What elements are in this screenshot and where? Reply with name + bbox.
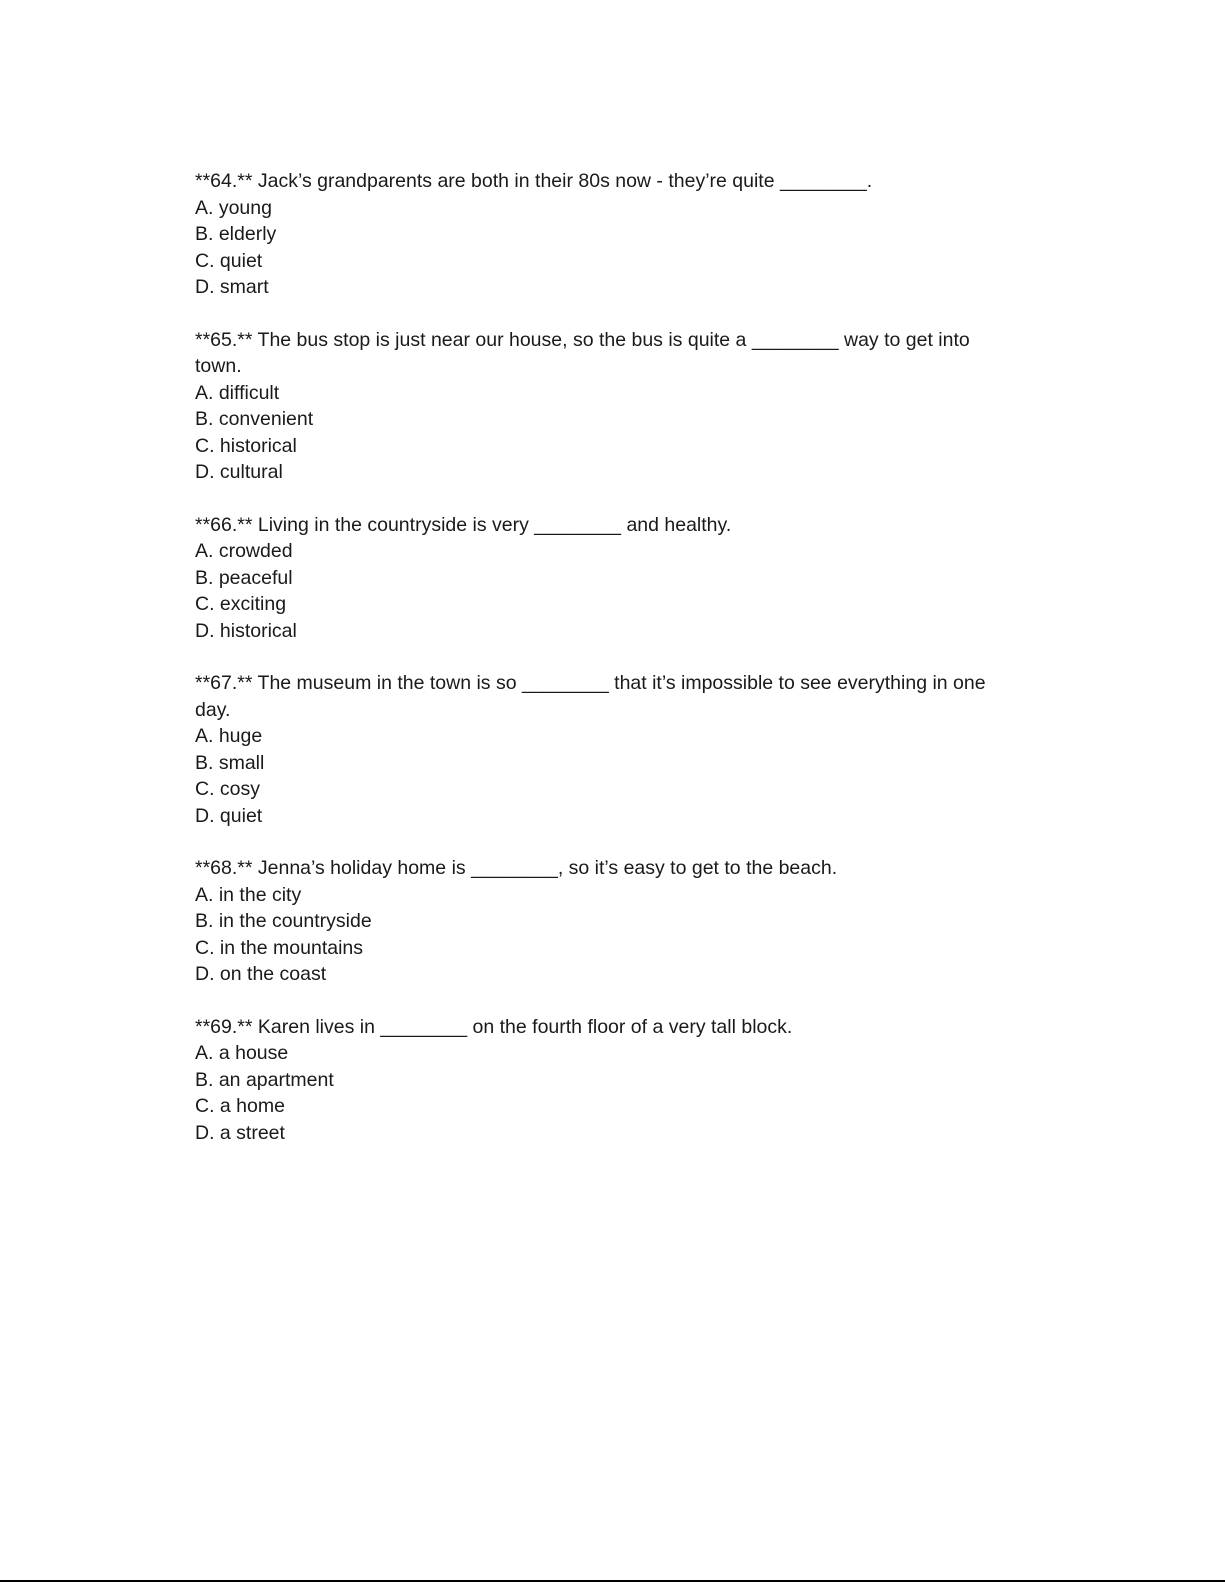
question-list	[195, 168, 1020, 1172]
option-c: C. exciting	[195, 593, 287, 615]
question-text: **64.** Jack’s grandparents are both in their 80s now - they’re quite ________.	[195, 170, 873, 192]
question-text: **65.** The bus stop is just near our house, so the bus is quite a ________ way to get into town.	[195, 328, 970, 377]
option-b: B. in the countryside	[195, 910, 372, 932]
option-d: D. smart	[195, 276, 269, 298]
option-c: C. a home	[195, 1095, 285, 1117]
option-b: B. convenient	[195, 408, 314, 430]
question-69	[195, 1014, 1020, 1147]
option-d: D. cultural	[195, 461, 283, 483]
option-c: C. historical	[195, 434, 297, 457]
question-66	[195, 512, 1020, 645]
option-d: D. on the coast	[195, 963, 327, 985]
option-a: A. in the city	[195, 883, 302, 906]
question-text: **66.** Living in the countryside is very ________ and healthy.	[195, 513, 732, 536]
option-b: B. elderly	[195, 223, 277, 245]
option-c: C. quiet	[195, 249, 263, 272]
option-c: C. in the mountains	[195, 936, 364, 959]
question-68	[195, 855, 1020, 988]
option-d: D. a street	[195, 1121, 285, 1144]
question-text: **69.** Karen lives in ________ on the fourth floor of a very tall block.	[195, 1015, 793, 1038]
option-a: A. huge	[195, 725, 263, 747]
option-a: A. a house	[195, 1042, 289, 1064]
option-b: B. an apartment	[195, 1068, 334, 1091]
option-a: A. young	[195, 196, 272, 219]
option-a: A. difficult	[195, 381, 280, 404]
question-67	[195, 670, 1020, 829]
page-bottom-border	[0, 1580, 1225, 1582]
question-64	[195, 168, 1020, 301]
question-text: **68.** Jenna’s holiday home is ________, so it’s easy to get to the beach.	[195, 857, 838, 879]
question-text: **67.** The museum in the town is so ________ that it’s impossible to see everything in one day.	[195, 672, 986, 721]
option-b: B. small	[195, 751, 265, 774]
option-c: C. cosy	[195, 778, 261, 800]
option-b: B. peaceful	[195, 566, 293, 589]
question-65	[195, 327, 1020, 486]
option-d: D. historical	[195, 619, 297, 642]
option-a: A. crowded	[195, 540, 293, 562]
option-d: D. quiet	[195, 804, 263, 827]
